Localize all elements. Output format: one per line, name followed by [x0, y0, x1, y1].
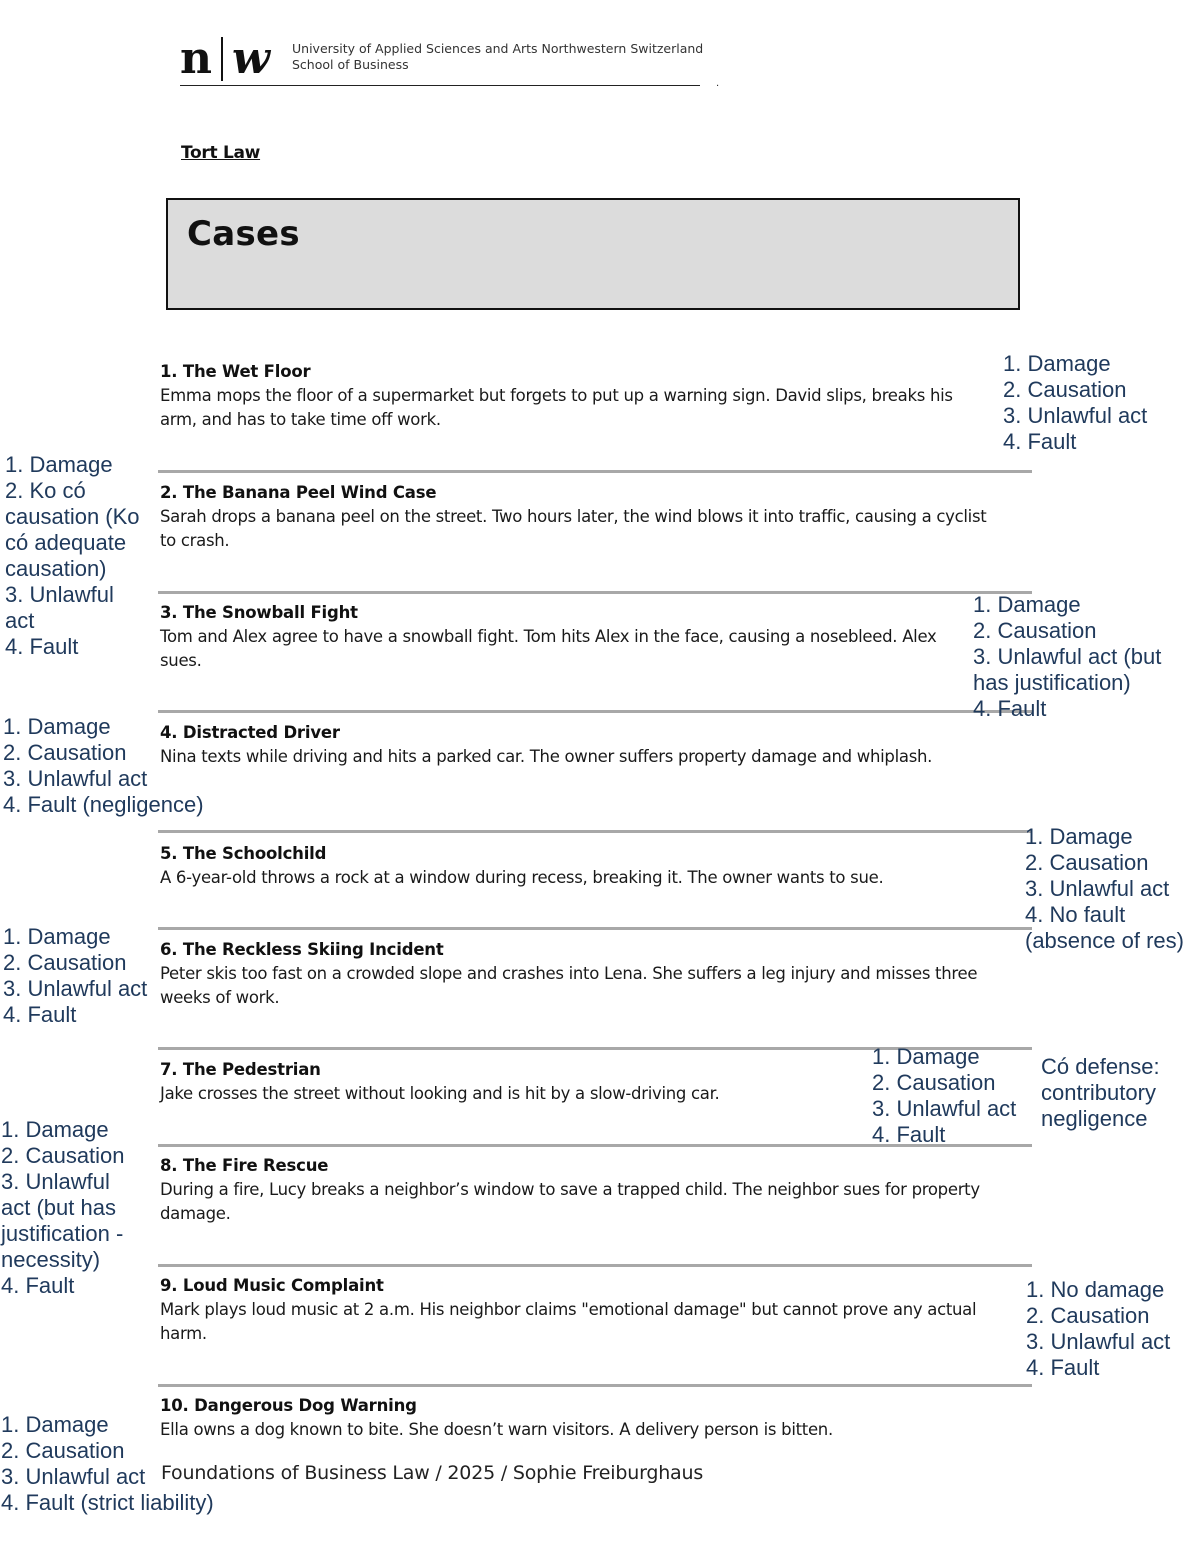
- annotation-case-7-defense: Có defense: contributory negligence: [1041, 1054, 1160, 1131]
- annotation-case-7: 1. Damage 2. Causation 3. Unlawful act 4. Fault: [872, 1044, 1017, 1147]
- case-title: 5. The Schoolchild: [160, 844, 327, 863]
- case-5: [160, 842, 1030, 890]
- case-title: 1. The Wet Floor: [160, 362, 311, 381]
- annotation-case-5: 1. Damage 2. Causation 3. Unlawful act 4. No fault (absence of res): [1025, 824, 1184, 953]
- case-8: [160, 1154, 1020, 1226]
- case-title: 7. The Pedestrian: [160, 1060, 321, 1079]
- course-title: Tort Law: [181, 143, 261, 163]
- logo-letter-n: n: [180, 33, 212, 84]
- case-divider: [158, 830, 1032, 833]
- case-9: [160, 1274, 1028, 1346]
- case-divider: [158, 1384, 1032, 1387]
- case-divider: [158, 470, 1032, 473]
- case-title: 6. The Reckless Skiing Incident: [160, 940, 444, 959]
- page-title: Cases: [187, 214, 300, 254]
- title-box: [166, 198, 1020, 310]
- case-divider: [158, 1264, 1032, 1267]
- header-rule: [180, 85, 700, 86]
- case-title: 8. The Fire Rescue: [160, 1156, 329, 1175]
- case-4: [160, 721, 995, 769]
- case-3: [160, 601, 950, 673]
- annotation-case-4: 1. Damage 2. Causation 3. Unlawful act 4. Fault (negligence): [3, 714, 204, 817]
- case-text: Mark plays loud music at 2 a.m. His neighbor claims "emotional damage" but cannot prove any actual harm.: [160, 1300, 977, 1343]
- case-text: Peter skis too fast on a crowded slope and crashes into Lena. She suffers a leg injury and misses three weeks of work.: [160, 964, 978, 1007]
- case-text: Nina texts while driving and hits a parked car. The owner suffers property damage and whiplash.: [160, 747, 933, 766]
- logo-divider: [221, 37, 223, 81]
- annotation-case-2: 1. Damage 2. Ko có causation (Ko có adequate causation) 3. Unlawful act 4. Fault: [5, 452, 140, 659]
- annotation-case-3: 1. Damage 2. Causation 3. Unlawful act (but has justification) 4. Fault: [973, 592, 1162, 721]
- logo-letter-w: w: [232, 33, 270, 84]
- footer: Foundations of Business Law / 2025 / Sophie Freiburghaus: [161, 1462, 704, 1484]
- annotation-case-10: 1. Damage 2. Causation 3. Unlawful act 4. Fault (strict liability): [1, 1412, 214, 1515]
- case-text: Ella owns a dog known to bite. She doesn’t warn visitors. A delivery person is bitten.: [160, 1420, 833, 1439]
- institution-line: University of Applied Sciences and Arts Northwestern Switzerland: [292, 41, 704, 56]
- annotation-case-6: 1. Damage 2. Causation 3. Unlawful act 4. Fault: [3, 924, 148, 1027]
- case-7: [160, 1058, 860, 1106]
- case-10: [160, 1394, 1020, 1442]
- case-title: 9. Loud Music Complaint: [160, 1276, 384, 1295]
- annotation-case-1: 1. Damage 2. Causation 3. Unlawful act 4. Fault: [1003, 351, 1148, 454]
- case-2: [160, 481, 990, 553]
- institution-name: [292, 41, 703, 73]
- case-divider: [158, 591, 1032, 594]
- case-text: Emma mops the floor of a supermarket but forgets to put up a warning sign. David slips, breaks his arm, and has to take time off work.: [160, 386, 953, 429]
- case-title: 3. The Snowball Fight: [160, 603, 358, 622]
- case-text: Sarah drops a banana peel on the street. Two hours later, the wind blows it into traffic, causing a cyclist to crash.: [160, 507, 987, 550]
- case-divider: [158, 927, 1032, 930]
- case-6: [160, 938, 1010, 1010]
- annotation-case-8: 1. Damage 2. Causation 3. Unlawful act (but has justification - necessity) 4. Fault: [1, 1117, 125, 1298]
- case-divider: [158, 710, 1032, 713]
- case-title: 10. Dangerous Dog Warning: [160, 1396, 417, 1415]
- case-text: During a fire, Lucy breaks a neighbor’s window to save a trapped child. The neighbor sues for property damage.: [160, 1180, 980, 1223]
- case-text: A 6-year-old throws a rock at a window during recess, breaking it. The owner wants to sue.: [160, 868, 884, 887]
- header-dot: .: [716, 78, 720, 89]
- logo: [180, 34, 270, 84]
- school-line: School of Business: [292, 57, 409, 72]
- case-title: 2. The Banana Peel Wind Case: [160, 483, 437, 502]
- case-1: [160, 360, 990, 432]
- case-title: 4. Distracted Driver: [160, 723, 340, 742]
- case-text: Jake crosses the street without looking and is hit by a slow-driving car.: [160, 1084, 720, 1103]
- annotation-case-9: 1. No damage 2. Causation 3. Unlawful act 4. Fault: [1026, 1277, 1171, 1380]
- case-text: Tom and Alex agree to have a snowball fight. Tom hits Alex in the face, causing a nosebleed. Alex sues.: [160, 627, 937, 670]
